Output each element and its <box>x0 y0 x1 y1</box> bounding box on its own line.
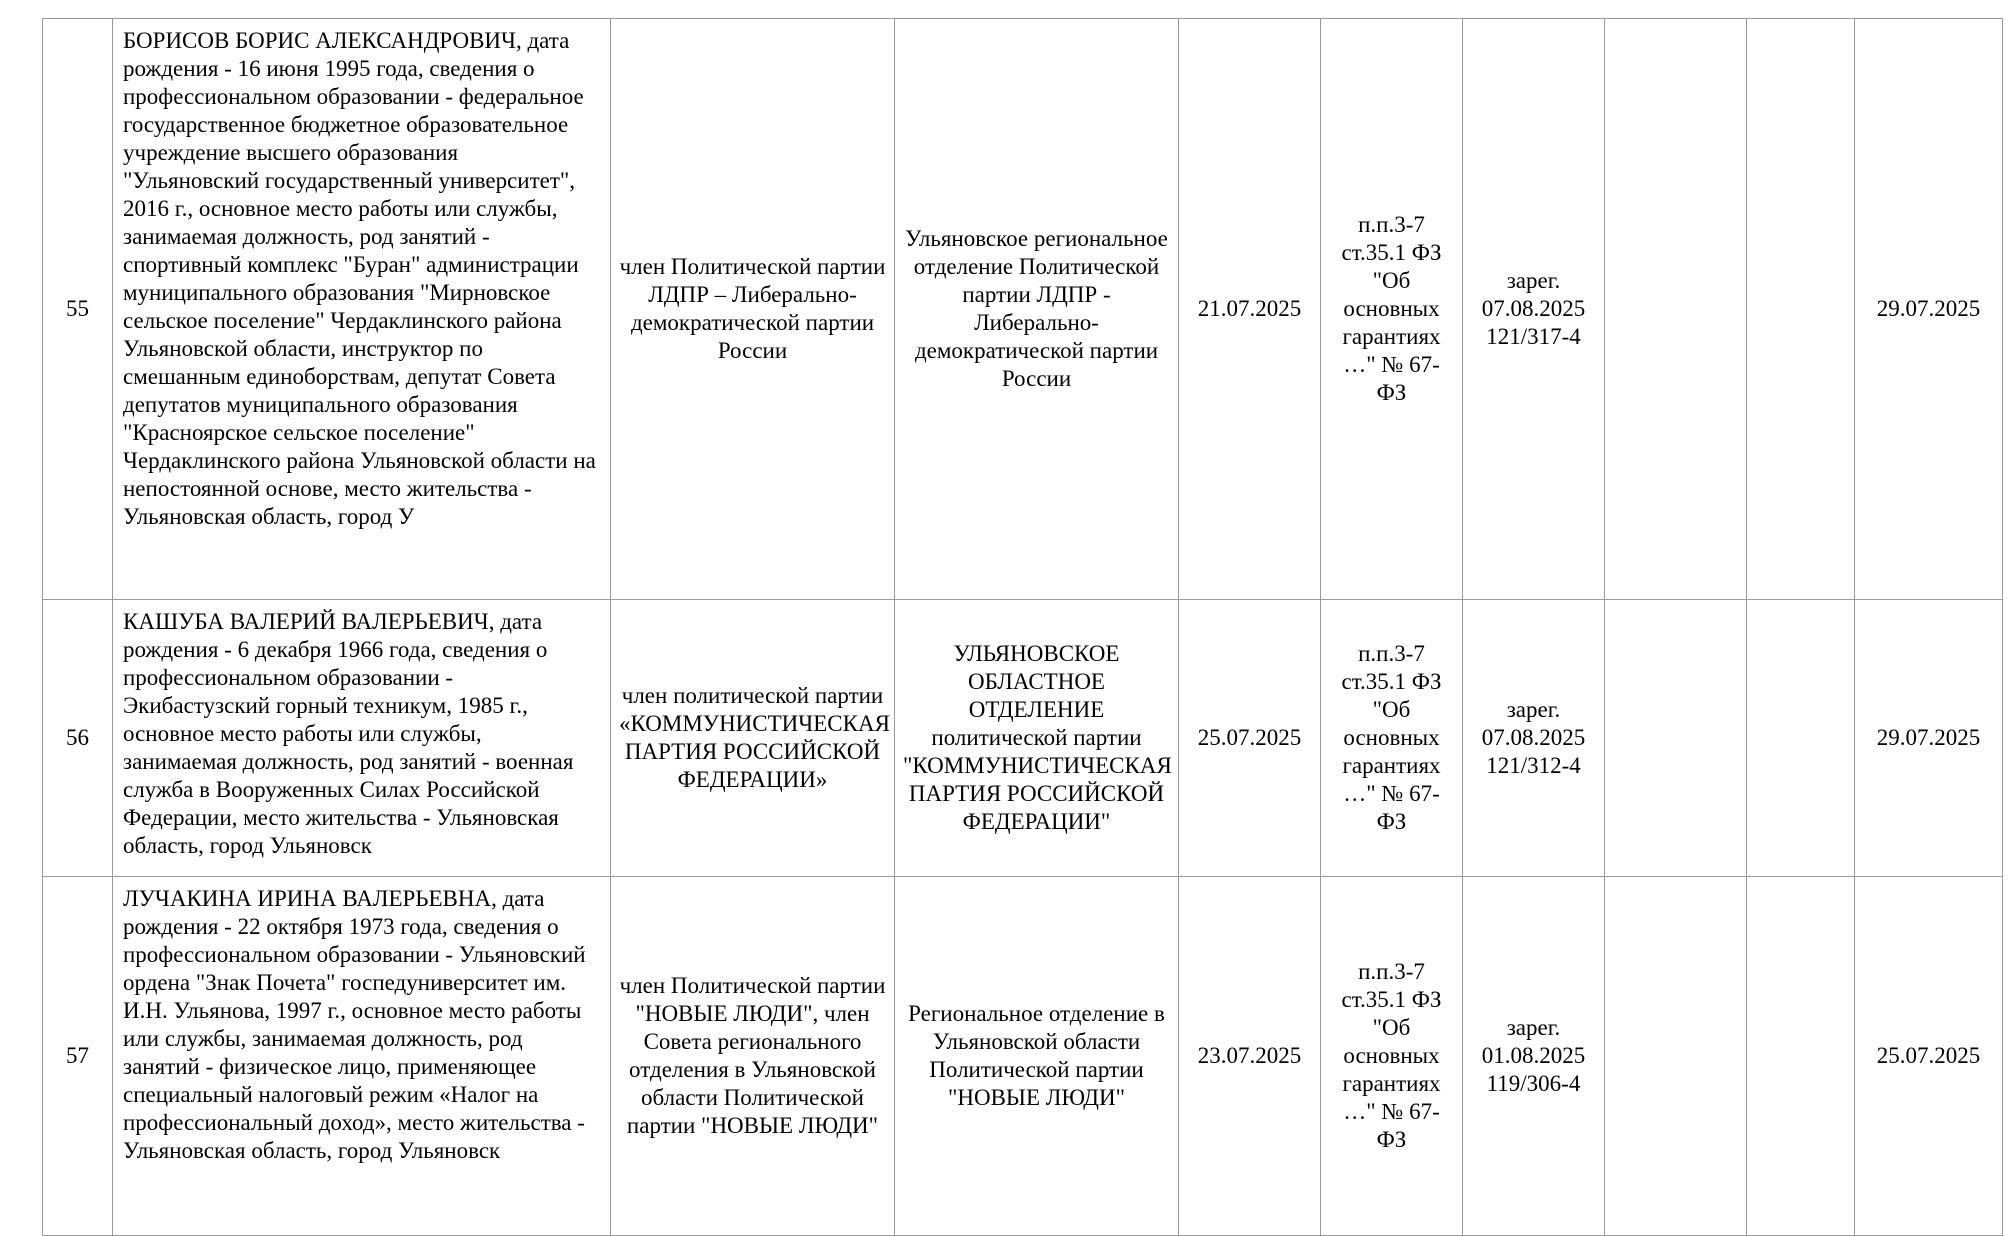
candidate-info <box>113 877 611 1236</box>
empty-cell <box>1747 600 1855 877</box>
table-row <box>43 600 2003 877</box>
nominating-body: Региональное отделение в Ульяновской области Политической партии "НОВЫЕ ЛЮДИ" <box>895 877 1179 1236</box>
candidate-info <box>113 19 611 600</box>
status-date: 07.08.2025 <box>1481 725 1586 750</box>
decision-number: 121/312-4 <box>1486 753 1581 778</box>
submission-date: 23.07.2025 <box>1179 877 1321 1236</box>
empty-cell <box>1605 19 1747 600</box>
nominating-body: УЛЬЯНОВСКОЕ ОБЛАСТНОЕ ОТДЕЛЕНИЕ политической партии "КОММУНИСТИЧЕСКАЯ ПАРТИЯ РОССИЙСКОЙ ФЕДЕРАЦИИ" <box>895 600 1179 877</box>
registration-status <box>1463 600 1605 877</box>
law-reference: п.п.3-7 ст.35.1 ФЗ "Об основных гарантиях …" № 67-ФЗ <box>1321 600 1463 877</box>
candidate-info <box>113 600 611 877</box>
candidate-info-text: ЛУЧАКИНА ИРИНА ВАЛЕРЬЕВНА, дата рождения - 22 октября 1973 года, сведения о профессиональном образовании - Ульяновский ордена "Знак Почета" госпедуниверситет им. И.Н. Ульянова, 1997 г., основное место работы или службы, занимаемая должность, род занятий - физическое лицо, применяющее специальный налоговый режим «Налог на профессиональный доход», место жительства - Ульяновская область, город Ульяновск <box>123 886 586 1163</box>
empty-cell <box>1605 600 1747 877</box>
registration-status <box>1463 19 1605 600</box>
decision-number: 119/306-4 <box>1486 1071 1581 1096</box>
decision-number: 121/317-4 <box>1486 324 1581 349</box>
law-reference: п.п.3-7 ст.35.1 ФЗ "Об основных гарантиях …" № 67-ФЗ <box>1321 877 1463 1236</box>
table-row <box>43 19 2003 600</box>
status-date: 01.08.2025 <box>1481 1043 1586 1068</box>
submission-date: 25.07.2025 <box>1179 600 1321 877</box>
empty-cell <box>1747 877 1855 1236</box>
candidate-info-text: БОРИСОВ БОРИС АЛЕКСАНДРОВИЧ, дата рождения - 16 июня 1995 года, сведения о профессиональном образовании - федеральное государственное бюджетное образовательное учреждение высшего образования "Ульяновский государственный университет", 2016 г., основное место работы или службы, занимаемая должность, род занятий - спортивный комплекс "Буран" администрации муниципального образования "Мирновское сельское поселение" Чердаклинского района Ульяновской области, инструктор по смешанным единоборствам, депутат Совета депутатов муниципального образования "Красноярское сельское поселение" Чердаклинского района Ульяновской области на непостоянной основе, место жительства - Ульяновская область, город У <box>123 28 596 529</box>
row-number: 56 <box>43 600 113 877</box>
row-number: 57 <box>43 877 113 1236</box>
row-number: 55 <box>43 19 113 600</box>
law-reference: п.п.3-7 ст.35.1 ФЗ "Об основных гарантиях …" № 67-ФЗ <box>1321 19 1463 600</box>
table-row <box>43 877 2003 1236</box>
party-membership: член политической партии «КОММУНИСТИЧЕСКАЯ ПАРТИЯ РОССИЙСКОЙ ФЕДЕРАЦИИ» <box>611 600 895 877</box>
empty-cell <box>1747 19 1855 600</box>
empty-cell <box>1605 877 1747 1236</box>
status-date: 07.08.2025 <box>1481 296 1586 321</box>
status-label: зарег. <box>1506 268 1561 293</box>
party-membership: член Политической партии "НОВЫЕ ЛЮДИ", член Совета регионального отделения в Ульяновской области Политической партии "НОВЫЕ ЛЮДИ" <box>611 877 895 1236</box>
candidates-table <box>42 18 2003 1236</box>
candidate-info-text: КАШУБА ВАЛЕРИЙ ВАЛЕРЬЕВИЧ, дата рождения - 6 декабря 1966 года, сведения о профессиональном образовании - Экибастузский горный техникум, 1985 г., основное место работы или службы, занимаемая должность, род занятий - военная служба в Вооруженных Силах Российской Федерации, место жительства - Ульяновская область, город Ульяновск <box>123 609 574 858</box>
submission-date: 21.07.2025 <box>1179 19 1321 600</box>
final-date: 29.07.2025 <box>1855 600 2003 877</box>
nominating-body: Ульяновское региональное отделение Политической партии ЛДПР - Либерально-демократической партии России <box>895 19 1179 600</box>
final-date: 29.07.2025 <box>1855 19 2003 600</box>
status-label: зарег. <box>1506 1015 1561 1040</box>
registration-status <box>1463 877 1605 1236</box>
party-membership: член Политической партии ЛДПР – Либерально-демократической партии России <box>611 19 895 600</box>
status-label: зарег. <box>1506 697 1561 722</box>
final-date: 25.07.2025 <box>1855 877 2003 1236</box>
